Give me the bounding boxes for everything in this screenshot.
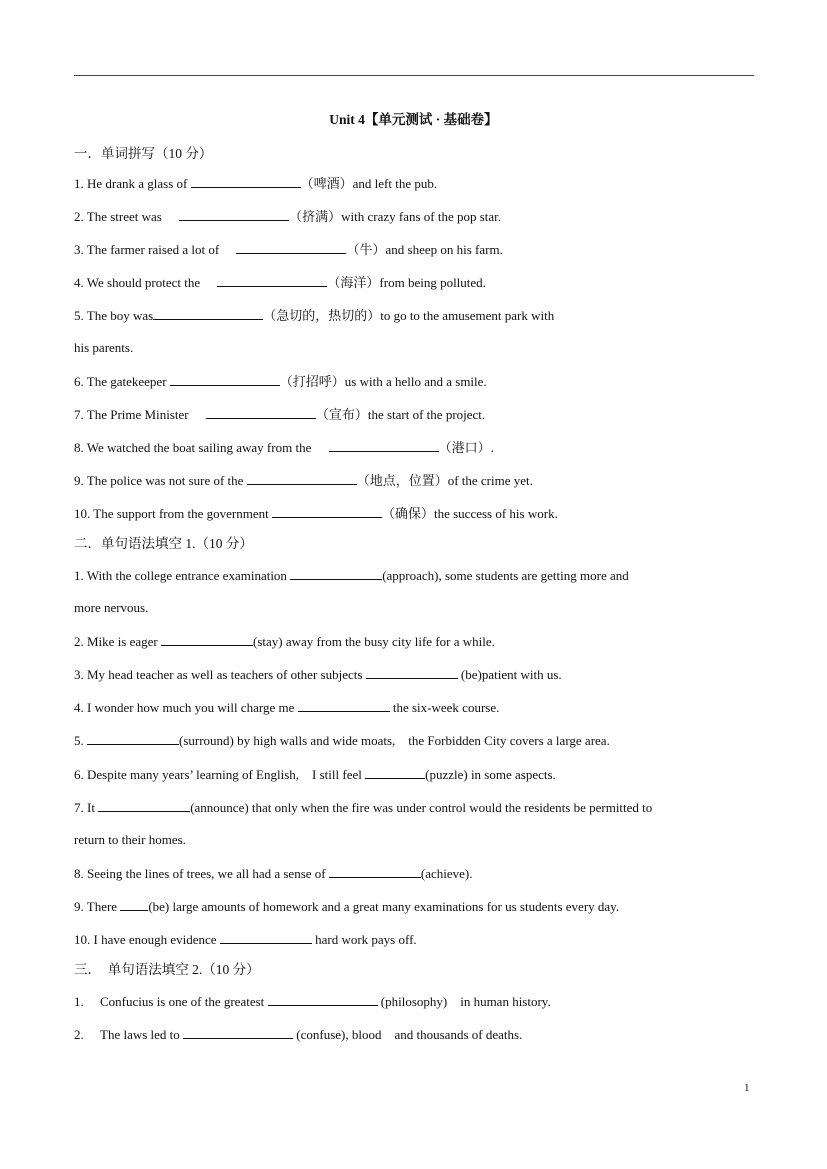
question-continuation: more nervous. [74, 600, 149, 615]
question-line: 10. The support from the government （确保）the success of his work. [74, 506, 558, 521]
answer-blank[interactable] [170, 373, 280, 386]
question-line: 8. Seeing the lines of trees, we all had a sense of (achieve). [74, 866, 473, 881]
question-line: 2. The street was （挤满）with crazy fans of the pop star. [74, 209, 502, 224]
answer-blank[interactable] [220, 931, 312, 944]
answer-blank[interactable] [153, 307, 263, 320]
answer-blank[interactable] [217, 274, 327, 287]
question-line: 4. I wonder how much you will charge me the six-week course. [74, 700, 500, 715]
section-heading-1: 一．单词拼写（10 分） [74, 146, 213, 161]
section-heading-3: 三． 单句语法填空 2.（10 分） [74, 962, 260, 977]
question-continuation: return to their homes. [74, 832, 186, 847]
answer-blank[interactable] [290, 567, 382, 580]
header-rule [74, 75, 754, 76]
question-line: 7. It (announce) that only when the fire was under control would the residents be permitted to [74, 800, 653, 815]
question-line: 8. We watched the boat sailing away from the （港口）. [74, 440, 494, 455]
answer-blank[interactable] [179, 208, 289, 221]
question-line: 6. Despite many years’ learning of English, I still feel (puzzle) in some aspects. [74, 767, 556, 782]
answer-blank[interactable] [206, 406, 316, 419]
answer-blank[interactable] [298, 699, 390, 712]
answer-blank[interactable] [120, 898, 148, 911]
answer-blank[interactable] [329, 865, 421, 878]
answer-blank[interactable] [98, 799, 190, 812]
question-line: 1. With the college entrance examination (approach), some students are getting more and [74, 568, 629, 583]
answer-blank[interactable] [329, 439, 439, 452]
question-line: 2. Mike is eager (stay) away from the busy city life for a while. [74, 634, 495, 649]
question-line: 5. (surround) by high walls and wide moats, the Forbidden City covers a large area. [74, 733, 610, 748]
question-line: 1. Confucius is one of the greatest (philosophy) in human history. [74, 994, 551, 1009]
answer-blank[interactable] [161, 633, 253, 646]
answer-blank[interactable] [87, 732, 179, 745]
question-line: 4. We should protect the （海洋）from being polluted. [74, 275, 486, 290]
answer-blank[interactable] [191, 175, 301, 188]
page-title: Unit 4【单元测试 · 基础卷】 [329, 112, 498, 127]
question-line: 3. My head teacher as well as teachers of other subjects (be)patient with us. [74, 667, 562, 682]
question-line: 10. I have enough evidence hard work pays off. [74, 932, 417, 947]
section-heading-2: 二．单句语法填空 1.（10 分） [74, 536, 253, 551]
question-line: 2. The laws led to (confuse), blood and thousands of deaths. [74, 1027, 523, 1042]
page-number: 1 [744, 1082, 750, 1094]
question-line: 1. He drank a glass of （啤酒）and left the pub. [74, 176, 438, 191]
question-line: 3. The farmer raised a lot of （牛）and sheep on his farm. [74, 242, 503, 257]
question-continuation: his parents. [74, 340, 134, 355]
answer-blank[interactable] [365, 766, 425, 779]
answer-blank[interactable] [268, 993, 378, 1006]
question-line: 6. The gatekeeper （打招呼）us with a hello and a smile. [74, 374, 487, 389]
answer-blank[interactable] [366, 666, 458, 679]
answer-blank[interactable] [272, 505, 382, 518]
answer-blank[interactable] [236, 241, 346, 254]
question-line: 9. The police was not sure of the （地点，位置）of the crime yet. [74, 473, 533, 488]
question-line: 7. The Prime Minister （宣布）the start of the project. [74, 407, 486, 422]
answer-blank[interactable] [183, 1026, 293, 1039]
question-line: 9. There (be) large amounts of homework and a great many examinations for us students every day. [74, 899, 620, 914]
answer-blank[interactable] [247, 472, 357, 485]
question-line: 5. The boy was （急切的，热切的）to go to the amusement park with [74, 308, 555, 323]
